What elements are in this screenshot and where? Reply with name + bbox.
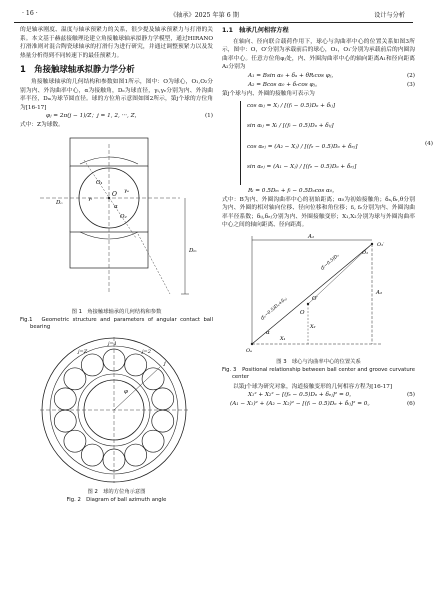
fig1-label-dm: Dₘ bbox=[189, 247, 197, 254]
equation-5 bbox=[222, 391, 415, 400]
ball bbox=[142, 430, 164, 452]
paragraph-compatibility: 以第j个球为研究对象，沟道接触变形的几何相容方程为[16-17] bbox=[233, 383, 393, 390]
fig3-label-x2: X₂ bbox=[310, 323, 316, 330]
paragraph-z: 式中：Z为球数。 bbox=[20, 122, 64, 129]
equation-1 bbox=[20, 112, 213, 121]
subsection-heading: 1.1 轴承几何相容方程 bbox=[222, 27, 289, 34]
ball bbox=[64, 367, 86, 389]
figure-3 bbox=[222, 234, 415, 381]
fig1-label-db: Dₒ bbox=[56, 199, 63, 206]
header-rule bbox=[14, 22, 413, 23]
equation-6-number: (6) bbox=[406, 401, 415, 408]
ball bbox=[64, 430, 86, 452]
fig1-label-outer-center: O₂ bbox=[120, 213, 127, 220]
equation-ri-body: Rᵢ = 0.5Dₘ + fᵢ − 0.5Dₒcos α₀， bbox=[248, 187, 338, 194]
fig1-label-ri: γᵢ bbox=[88, 195, 92, 202]
ball bbox=[125, 444, 147, 466]
equation-4-line-3: cos αₑⱼ = (A₂ − Xⱼ) / [(fₑ − 0.5)Dₒ + δₑⱼ] bbox=[247, 143, 358, 150]
section-heading: 1 角接触球轴承拟静力学分析 bbox=[20, 64, 135, 75]
equation-3 bbox=[222, 81, 415, 90]
ball bbox=[152, 410, 174, 432]
figure-1 bbox=[20, 134, 213, 331]
paragraph-contact-angle: 第j个球与内、外圈的接触角可表示为 bbox=[222, 90, 315, 97]
equation-3-number: (3) bbox=[406, 81, 415, 88]
fig3-label-op: O′ bbox=[312, 295, 318, 302]
figure-2-caption-en: Fig. 2 Diagram of ball azimuth angle bbox=[66, 497, 167, 504]
equation-2-body: A₁ = Bsin α₀ + δₐ + θRᵢcos φⱼ， bbox=[248, 72, 337, 79]
ball bbox=[142, 367, 164, 389]
equation-ri bbox=[222, 187, 415, 196]
fig2-label-j: j bbox=[164, 360, 166, 367]
equation-6 bbox=[222, 400, 415, 409]
paragraph-load: 在轴向、径向联合载荷作用下，球心与沟曲率中心的位置关系如图3所示，图中：O，O′分别为承载前后的球心，O₁，O₁′分别为承载前后的内圈沟曲率中心。任意方位角φⱼ处，内、外圈沟曲率中心的轴向距离A₁和径向距离A₂分别为 bbox=[222, 38, 415, 71]
fig1-label-center: O bbox=[112, 190, 117, 198]
intro-paragraph: 的是轴承刚度、温度与轴承预紧力的关系，很少提及轴承预紧力与打滑的关系。本文基于赫兹接触理论建立角接触球轴承拟静力学模型，通过HIRANO打滑准则对混合陶瓷球轴承的打滑行为进行研究，并通过调整预紧力以及发热量分析得到不同转速下的最佳预紧力。 bbox=[20, 27, 213, 59]
ball bbox=[81, 353, 103, 375]
journal-title: 《轴承》2025 年第 6 期 bbox=[170, 12, 239, 19]
paragraph-symbols: 式中：B为内、外圈沟曲率中心的初始距离；α₀为初始接触角；δₐ,δᵣ,θ分别为内、外圈的相对轴向位移、径向位移和角位移；fᵢ, fₑ分别为内、外圈沟曲率半径系数；δᵢⱼ,δₑⱼ分别为内、外圈接触变形；X₁,X₂分别为球与外圈沟曲率中心之间的轴向距离、径向距离。 bbox=[222, 196, 415, 229]
fig3-label-r1: (fᵢ−0.5)Dₒ bbox=[320, 253, 341, 272]
ball bbox=[152, 387, 174, 409]
fig2-label-phi: φ bbox=[124, 388, 128, 395]
section-label: 设计与分析 bbox=[374, 12, 405, 19]
ball bbox=[81, 444, 103, 466]
equation-4-line-1: cos αᵢⱼ = Xⱼ / [(fᵢ − 0.5)Dₒ + δᵢⱼ] bbox=[247, 102, 336, 109]
fig2-label-j2: j=2 bbox=[142, 348, 151, 355]
fig3-label-o: O bbox=[300, 309, 305, 316]
figure-2-diagram bbox=[20, 335, 213, 485]
figure-2 bbox=[20, 335, 213, 505]
equation-4-number: (4) bbox=[424, 140, 433, 147]
figure-1-caption-cn: 图 1 角接触球轴承的几何结构和参数 bbox=[71, 308, 162, 315]
fig3-label-o1: O₁ bbox=[362, 249, 369, 256]
fig3-label-o1p: O₁′ bbox=[377, 241, 385, 248]
ball bbox=[54, 410, 76, 432]
equation-5-number: (5) bbox=[406, 392, 415, 399]
figure-3-diagram bbox=[222, 234, 415, 354]
equation-6-body: (A₁ − X₁)² + (A₂ − X₂)² − [(fᵢ − 0.5)Dₒ + δᵢⱼ]² = 0。 bbox=[230, 401, 374, 408]
figure-3-caption-en: Fig. 3 Positional relationship between ball center and groove curvature center bbox=[222, 366, 415, 380]
equation-1-number: (1) bbox=[204, 113, 213, 120]
left-column bbox=[20, 26, 213, 506]
ball bbox=[125, 353, 147, 375]
equation-1-body: φⱼ = 2π(j − 1)/Z；j = 1, 2, ···, Z， bbox=[46, 113, 141, 120]
fig3-label-oe: Oₑ bbox=[246, 347, 253, 354]
equation-2-number: (2) bbox=[406, 72, 415, 79]
fig2-label-j1: j=1 bbox=[108, 340, 117, 347]
equation-4-line-2: sin αᵢⱼ = Xᵢ / [(fᵢ − 0.5)Dₒ + δᵢⱼ] bbox=[247, 123, 334, 130]
equation-3-body: A₂ = Bcos α₀ + δᵣcos φⱼ。 bbox=[248, 81, 321, 88]
figure-3-caption-cn: 图 3 球心与沟曲率中心的位置关系 bbox=[276, 358, 361, 365]
ball bbox=[54, 387, 76, 409]
equation-5-body: X₁² + X₂² − [(fₑ − 0.5)Dₒ + δₑⱼ]² = 0， bbox=[248, 392, 355, 399]
fig3-label-a1: A₁ bbox=[308, 233, 315, 240]
figure-2-caption-cn: 图 2 球的方位角示意图 bbox=[87, 489, 146, 496]
paragraph-geometry: 角接触球轴承的几何结构和参数如图1所示，图中：O为球心，O₁,O₂分别为内、外沟曲率中心，α为接触角，Dₒ为球直径，γᵢ,γₑ分别为内、外沟曲率半径，Dₘ为球节圆直径。球的方位角示意图如图2所示，第j个球的方位角为[16-17] bbox=[20, 78, 213, 111]
fig2-label-jz: j=Z bbox=[78, 348, 88, 355]
fig3-label-x1: X₁ bbox=[280, 335, 286, 342]
page-number: · 16 · bbox=[22, 10, 38, 17]
fig1-label-re: γₑ bbox=[124, 187, 129, 194]
figure-1-caption-en: Fig.1 Geometric structure and parameters of angular contact ball bearing bbox=[20, 316, 213, 330]
equation-4-line-4: sin αₑⱼ = (A₁ − Xⱼ) / [(fₑ − 0.5)Dₒ + δₑⱼ] bbox=[247, 164, 357, 171]
equation-4-system bbox=[240, 101, 433, 185]
fig3-label-r2: (fₑ−0.5)Dₒ+δₑⱼ bbox=[260, 296, 289, 322]
right-column bbox=[222, 26, 433, 409]
figure-1-diagram bbox=[20, 134, 213, 304]
fig1-label-inner-center: O₁ bbox=[96, 179, 103, 186]
equation-2 bbox=[222, 72, 415, 81]
fig3-label-a2: A₂ bbox=[376, 289, 383, 296]
fig3-label-alpha: α bbox=[266, 329, 270, 336]
fig1-label-alpha: α bbox=[114, 203, 118, 210]
